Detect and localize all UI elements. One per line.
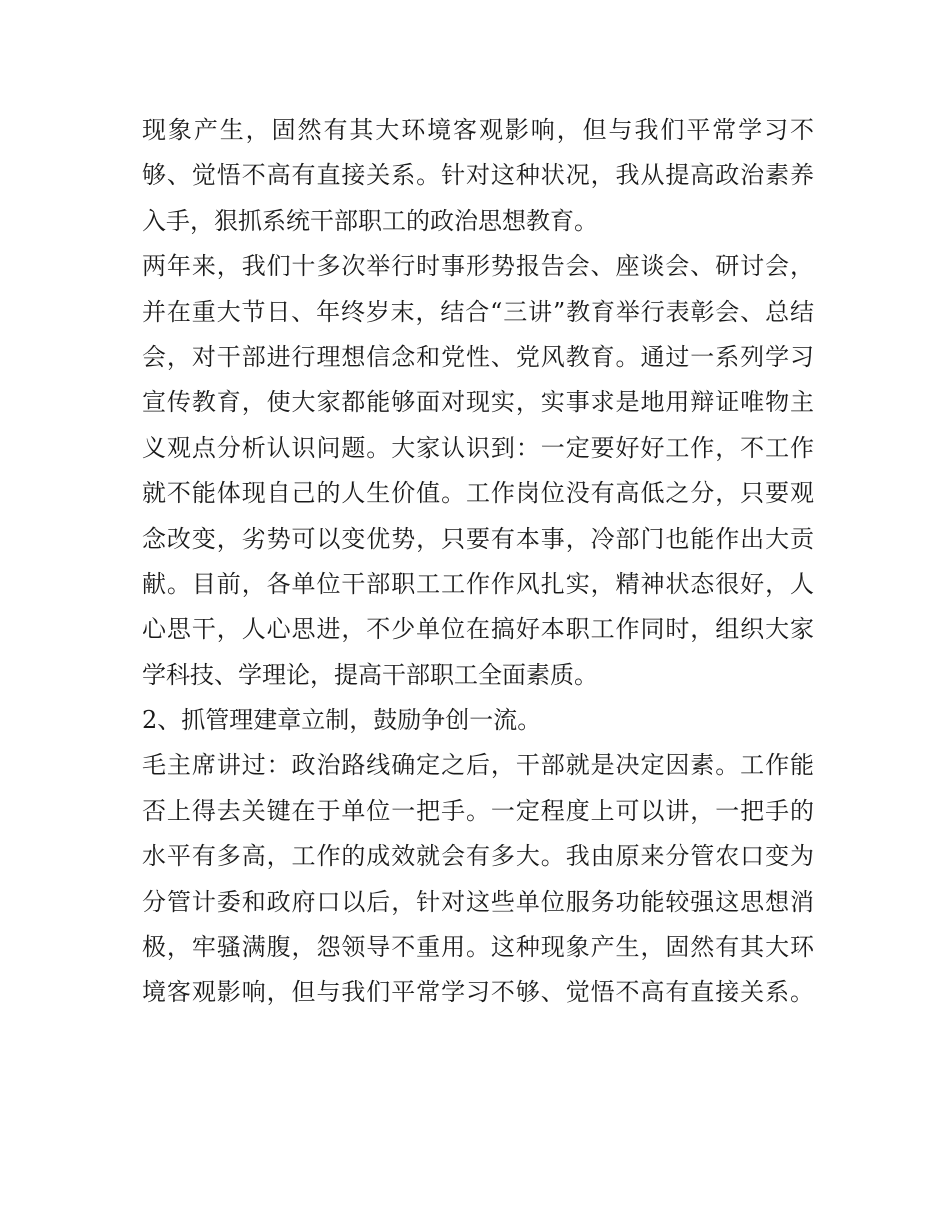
text-line: 极，牢骚满腹，怨领导不重用。这种现象产生，固然有其大环 — [142, 933, 814, 962]
text-line: 分管计委和政府口以后，针对这些单位服务功能较强这思想消 — [142, 887, 814, 916]
text-line: 两年来，我们十多次举行时事形势报告会、座谈会、研讨会， — [142, 252, 814, 281]
text-line: 入手，狠抓系统干部职工的政治思想教育。 — [142, 206, 598, 235]
text-line: 念改变，劣势可以变优势，只要有本事，冷部门也能作出大贡 — [142, 524, 814, 553]
text-line: 义观点分析认识问题。大家认识到：一定要好好工作，不工作 — [142, 433, 814, 462]
text-line: 学科技、学理论，提高干部职工全面素质。 — [142, 660, 598, 689]
text-line: 并在重大节日、年终岁末，结合“三讲”教育举行表彰会、总结 — [142, 297, 814, 326]
section-heading: 2、抓管理建章立制，鼓励争创一流。 — [142, 706, 542, 735]
text-line: 就不能体现自己的人生价值。工作岗位没有高低之分，只要观 — [142, 479, 814, 508]
text-line: 心思干，人心思进，不少单位在搞好本职工作同时，组织大家 — [142, 615, 814, 644]
text-line: 毛主席讲过：政治路线确定之后，干部就是决定因素。工作能 — [142, 751, 814, 780]
text-line: 宣传教育，使大家都能够面对现实，实事求是地用辩证唯物主 — [142, 388, 814, 417]
text-line: 献。目前，各单位干部职工工作作风扎实，精神状态很好，人 — [142, 569, 814, 598]
document-body — [142, 108, 814, 1016]
text-line: 会，对干部进行理想信念和党性、党风教育。通过一系列学习 — [142, 342, 814, 371]
text-line: 境客观影响，但与我们平常学习不够、觉悟不高有直接关系。 — [142, 978, 814, 1007]
text-line: 现象产生，固然有其大环境客观影响，但与我们平常学习不 — [142, 116, 814, 144]
text-line: 否上得去关键在于单位一把手。一定程度上可以讲，一把手的 — [142, 796, 814, 825]
text-line: 水平有多高，工作的成效就会有多大。我由原来分管农口变为 — [142, 842, 814, 871]
text-line: 够、觉悟不高有直接关系。针对这种状况，我从提高政治素养 — [142, 161, 814, 190]
